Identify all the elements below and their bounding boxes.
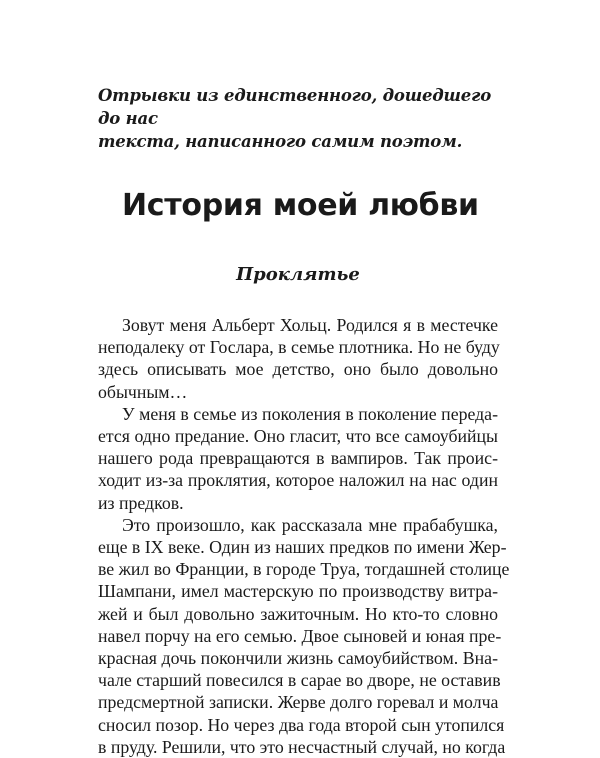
paragraph-line: здесь описывать мое детство, оно было довольно	[98, 359, 498, 380]
paragraph-line: нашего рода превращаются в вампиров. Так проис-	[98, 448, 498, 469]
body-text	[98, 314, 510, 758]
paragraph-line: предсмертной записки. Жерве долго горевал и молча	[98, 692, 499, 713]
paragraph-line: Шампани, имел мастерскую по производству витра-	[98, 581, 498, 602]
paragraph-line: ве жил во Франции, в городе Труа, тогдашней столице	[98, 559, 510, 580]
paragraph-line: чале старший повесился в сарае во дворе, не оставив	[98, 670, 501, 691]
paragraph-line: ется одно предание. Оно гласит, что все самоубийцы	[98, 426, 498, 447]
paragraph-line: еще в IX веке. Один из наших предков по имени Жер-	[98, 537, 507, 558]
section-title: Проклятье	[236, 264, 360, 285]
paragraph-line: красная дочь покончили жизнь самоубийством. Вна-	[98, 648, 498, 669]
paragraph-line: жей и был довольно зажиточным. Но кто-то словно	[98, 603, 498, 624]
chapter-title: История моей любви	[122, 188, 479, 223]
paragraph-line: навел порчу на его семью. Двое сыновей и юная пре-	[98, 625, 502, 646]
paragraph-line: Это произошло, как рассказала мне прабабушка,	[122, 514, 498, 535]
paragraph-line: сносил позор. Но через два года второй сын утопился	[98, 714, 505, 735]
paragraph-line: обычным…	[98, 381, 188, 402]
paragraph-line: неподалеку от Гослара, в семье плотника. Но не буду	[98, 337, 500, 358]
paragraph-line: из предков.	[98, 492, 184, 513]
paragraph-line: У меня в семье из поколения в поколение переда-	[122, 403, 498, 424]
epigraph	[98, 84, 518, 153]
paragraph-line: ходит из-за проклятия, которое наложил на нас один	[98, 470, 498, 491]
epigraph-line: Отрывки из единственного, дошедшего до нас	[98, 86, 491, 128]
epigraph-line: текста, написанного самим поэтом.	[98, 132, 463, 151]
paragraph-line: в пруду. Решили, что это несчастный случай, но когда	[98, 736, 506, 757]
paragraph-line: Зовут меня Альберт Хольц. Родился я в местечке	[122, 315, 498, 335]
